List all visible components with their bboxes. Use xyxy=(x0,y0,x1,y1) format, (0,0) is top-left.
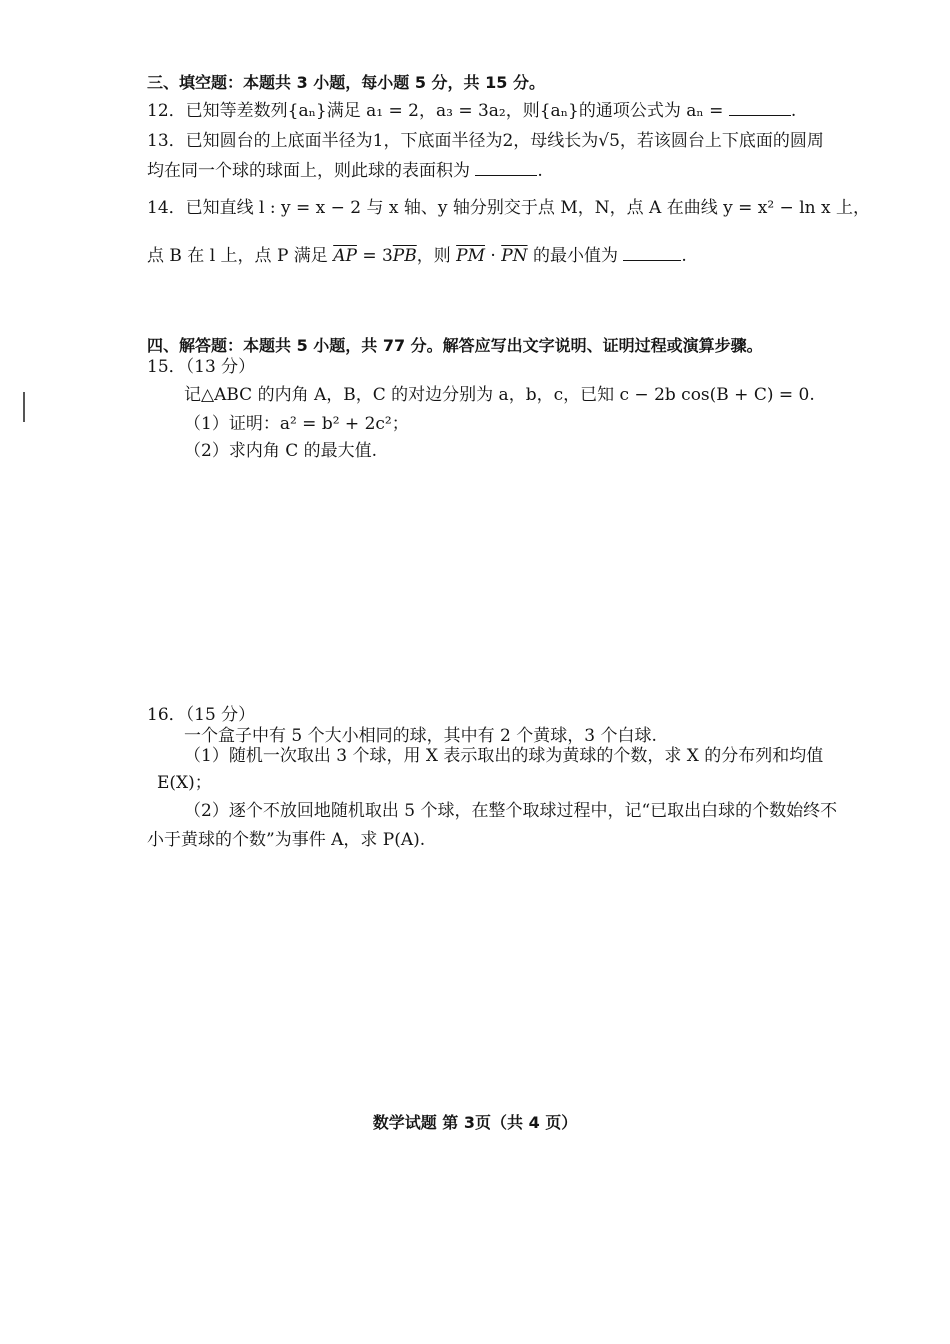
question-14-end: . xyxy=(681,246,687,266)
question-13-line-1: 13．已知圆台的上底面半径为1，下底面半径为2，母线长为√5，若该圆台上下底面的圆周 xyxy=(147,131,824,151)
question-16-part-1-line-2: E(X)； xyxy=(157,773,212,793)
question-15-part-1: （1）证明：a² = b² + 2c²； xyxy=(184,414,409,434)
question-12 xyxy=(147,101,796,121)
vector-ap: $\overline{AP}$ xyxy=(333,246,357,266)
question-16-number: 16．（15 分） xyxy=(147,705,256,725)
question-14-line-2 xyxy=(147,246,687,266)
question-14-eq: = 3 xyxy=(356,246,393,266)
question-13-line-2 xyxy=(147,161,543,181)
section-4-heading: 四、解答题：本题共 5 小题，共 77 分。解答应写出文字说明、证明过程或演算步骤。 xyxy=(147,336,763,355)
question-14-line-1: 14．已知直线 l : y = x − 2 与 x 轴、y 轴分别交于点 M，N，点 A 在曲线 y = x² − ln x 上， xyxy=(147,198,870,218)
question-14-text-c: 的最小值为 xyxy=(527,246,618,266)
vector-pm: $\overline{PM}$ xyxy=(456,246,485,266)
question-15-part-2: （2）求内角 C 的最大值. xyxy=(184,441,378,461)
question-13-text: 均在同一个球的球面上，则此球的表面积为 xyxy=(147,161,470,181)
question-16-stem: 一个盒子中有 5 个大小相同的球，其中有 2 个黄球，3 个白球. xyxy=(184,726,657,746)
question-13-end: . xyxy=(537,161,543,181)
margin-mark xyxy=(23,392,25,422)
page-footer: 数学试题 第 3页（共 4 页） xyxy=(372,1113,578,1132)
vector-pn: $\overline{PN}$ xyxy=(501,246,528,266)
question-13-answer-blank[interactable] xyxy=(475,161,537,176)
question-15-number: 15．（13 分） xyxy=(147,357,256,377)
question-16-part-1-line-1: （1）随机一次取出 3 个球，用 X 表示取出的球为黄球的个数，求 X 的分布列和均值 xyxy=(184,746,824,766)
dot-operator: · xyxy=(485,246,502,266)
question-16-part-2-line-1: （2）逐个不放回地随机取出 5 个球，在整个取球过程中，记“已取出白球的个数始终不 xyxy=(184,801,838,821)
question-15-stem: 记△ABC 的内角 A，B，C 的对边分别为 a，b，c，已知 c − 2b cos(B + C) = 0. xyxy=(184,385,815,405)
question-14-text-b: ，则 xyxy=(416,246,457,266)
question-14-answer-blank[interactable] xyxy=(623,246,681,261)
question-16-part-2-line-2: 小于黄球的个数”为事件 A，求 P(A). xyxy=(147,830,426,850)
question-12-end: . xyxy=(790,101,797,121)
question-14-text-a: 点 B 在 l 上，点 P 满足 xyxy=(147,246,334,266)
section-3-heading: 三、填空题：本题共 3 小题，每小题 5 分，共 15 分。 xyxy=(147,73,545,92)
question-12-answer-blank[interactable] xyxy=(729,101,791,116)
vector-pb: $\overline{PB}$ xyxy=(392,246,417,266)
question-12-text: 12．已知等差数列{aₙ}满足 a₁ = 2，a₃ = 3a₂，则{aₙ}的通项公式为 aₙ = xyxy=(147,101,724,121)
